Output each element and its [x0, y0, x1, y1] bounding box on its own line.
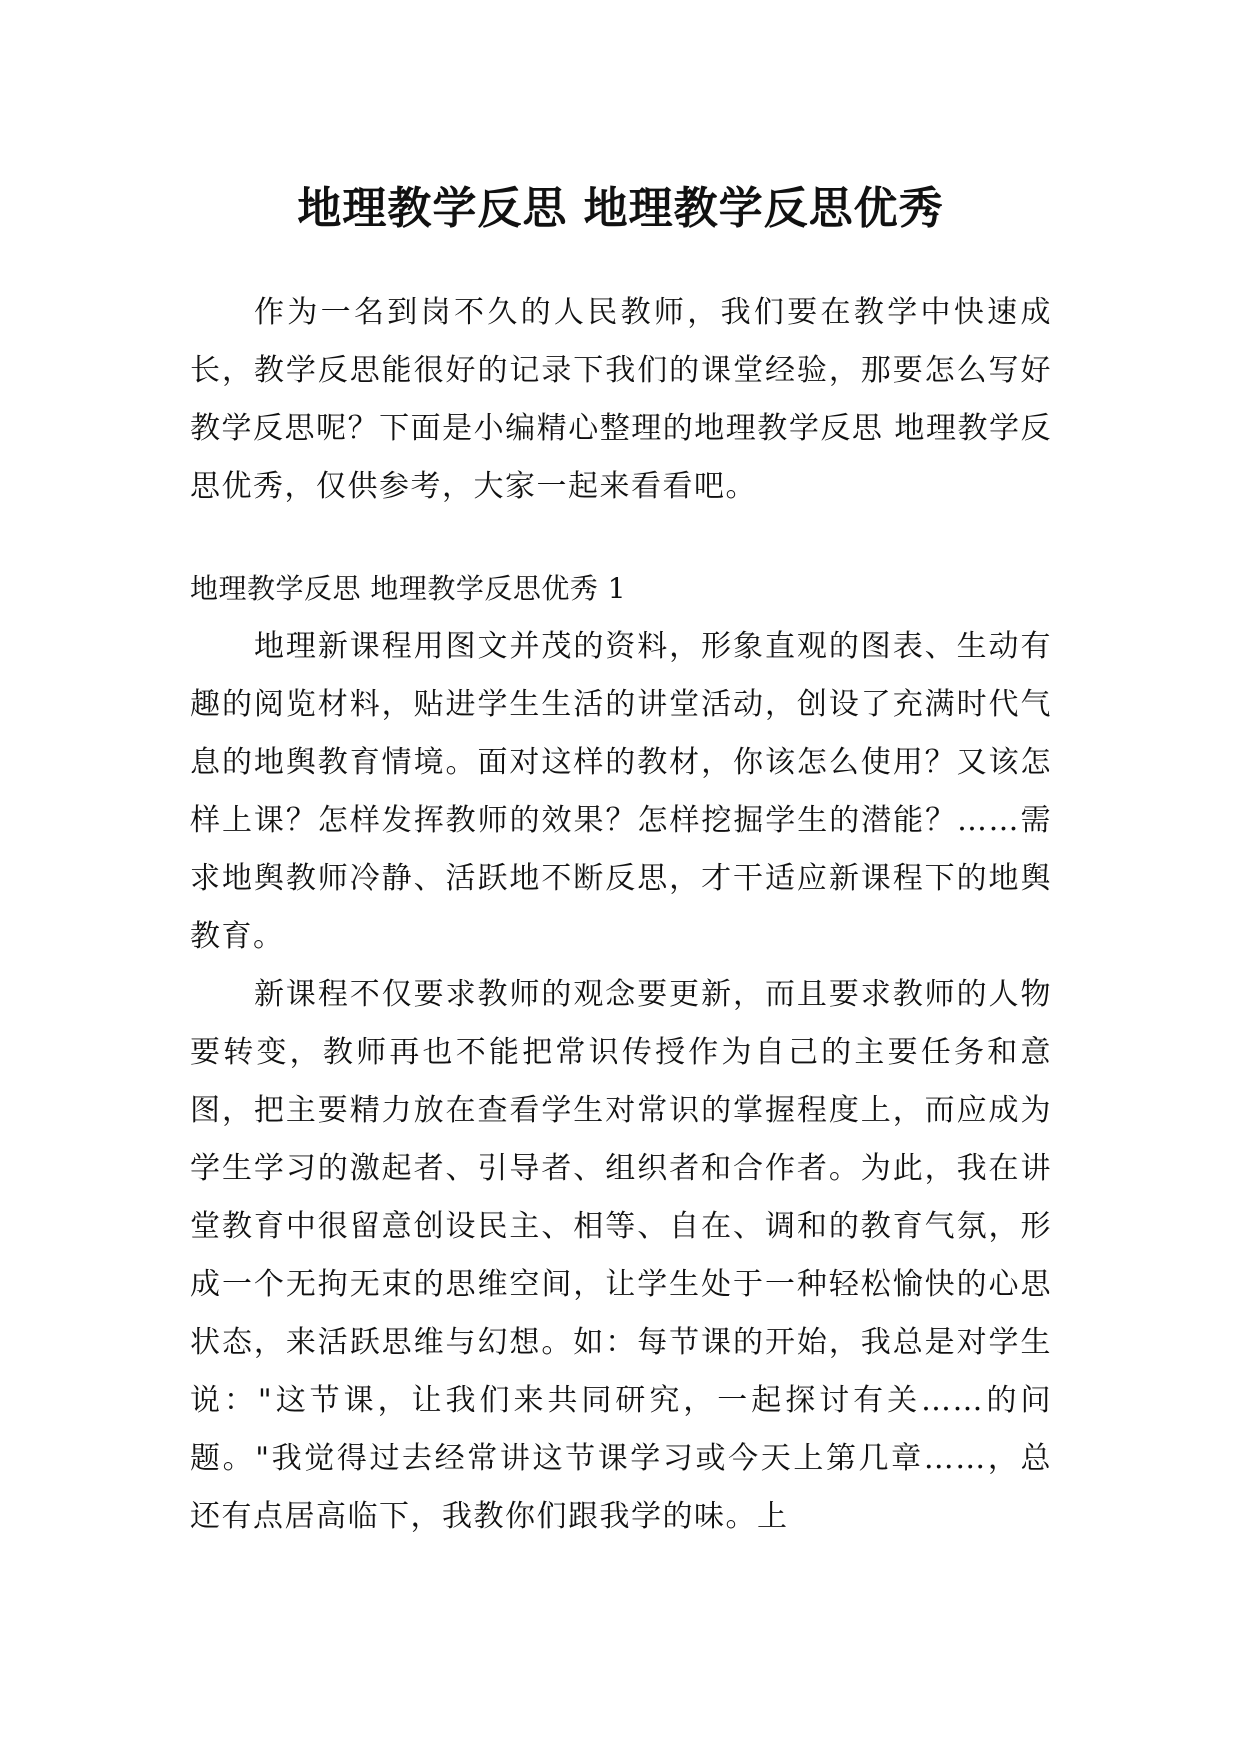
document-body — [190, 284, 1052, 1546]
section-heading: 地理教学反思 地理教学反思优秀 1 — [190, 572, 627, 605]
document-title: 地理教学反思 地理教学反思优秀 — [297, 183, 944, 235]
body-paragraph-2: 新课程不仅要求教师的观念要更新，而且要求教师的人物要转变，教师再也不能把常识传授作为自己的主要任务和意图，把主要精力放在查看学生对常识的掌握程度上，而应成为学生学习的激起者、引导者、组织者和合作者。为此，我在讲堂教育中很留意创设民主、相等、自在、调和的教育气氛，形成一个无拘无束的思维空间，让学生处于一种轻松愉快的心思状态，来活跃思维与幻想。如：每节课的开始，我总是对学生说："这节课，让我们来共同研究，一起探讨有关……的问题。"我觉得过去经常讲这节课学习或今天上第几章……，总还有点居高临下，我教你们跟我学的味。上 — [190, 977, 1052, 1534]
body-paragraph-1: 地理新课程用图文并茂的资料，形象直观的图表、生动有趣的阅览材料，贴进学生生活的讲堂活动，创设了充满时代气息的地舆教育情境。面对这样的教材，你该怎么使用？又该怎样上课？怎样发挥教师的效果？怎样挖掘学生的潜能？……需求地舆教师冷静、活跃地不断反思，才干适应新课程下的地舆教育。 — [190, 629, 1052, 954]
intro-paragraph: 作为一名到岗不久的人民教师，我们要在教学中快速成长，教学反思能很好的记录下我们的课堂经验，那要怎么写好教学反思呢？下面是小编精心整理的地理教学反思 地理教学反思优秀，仅供参考，大家一起来看看吧。 — [190, 295, 1052, 504]
